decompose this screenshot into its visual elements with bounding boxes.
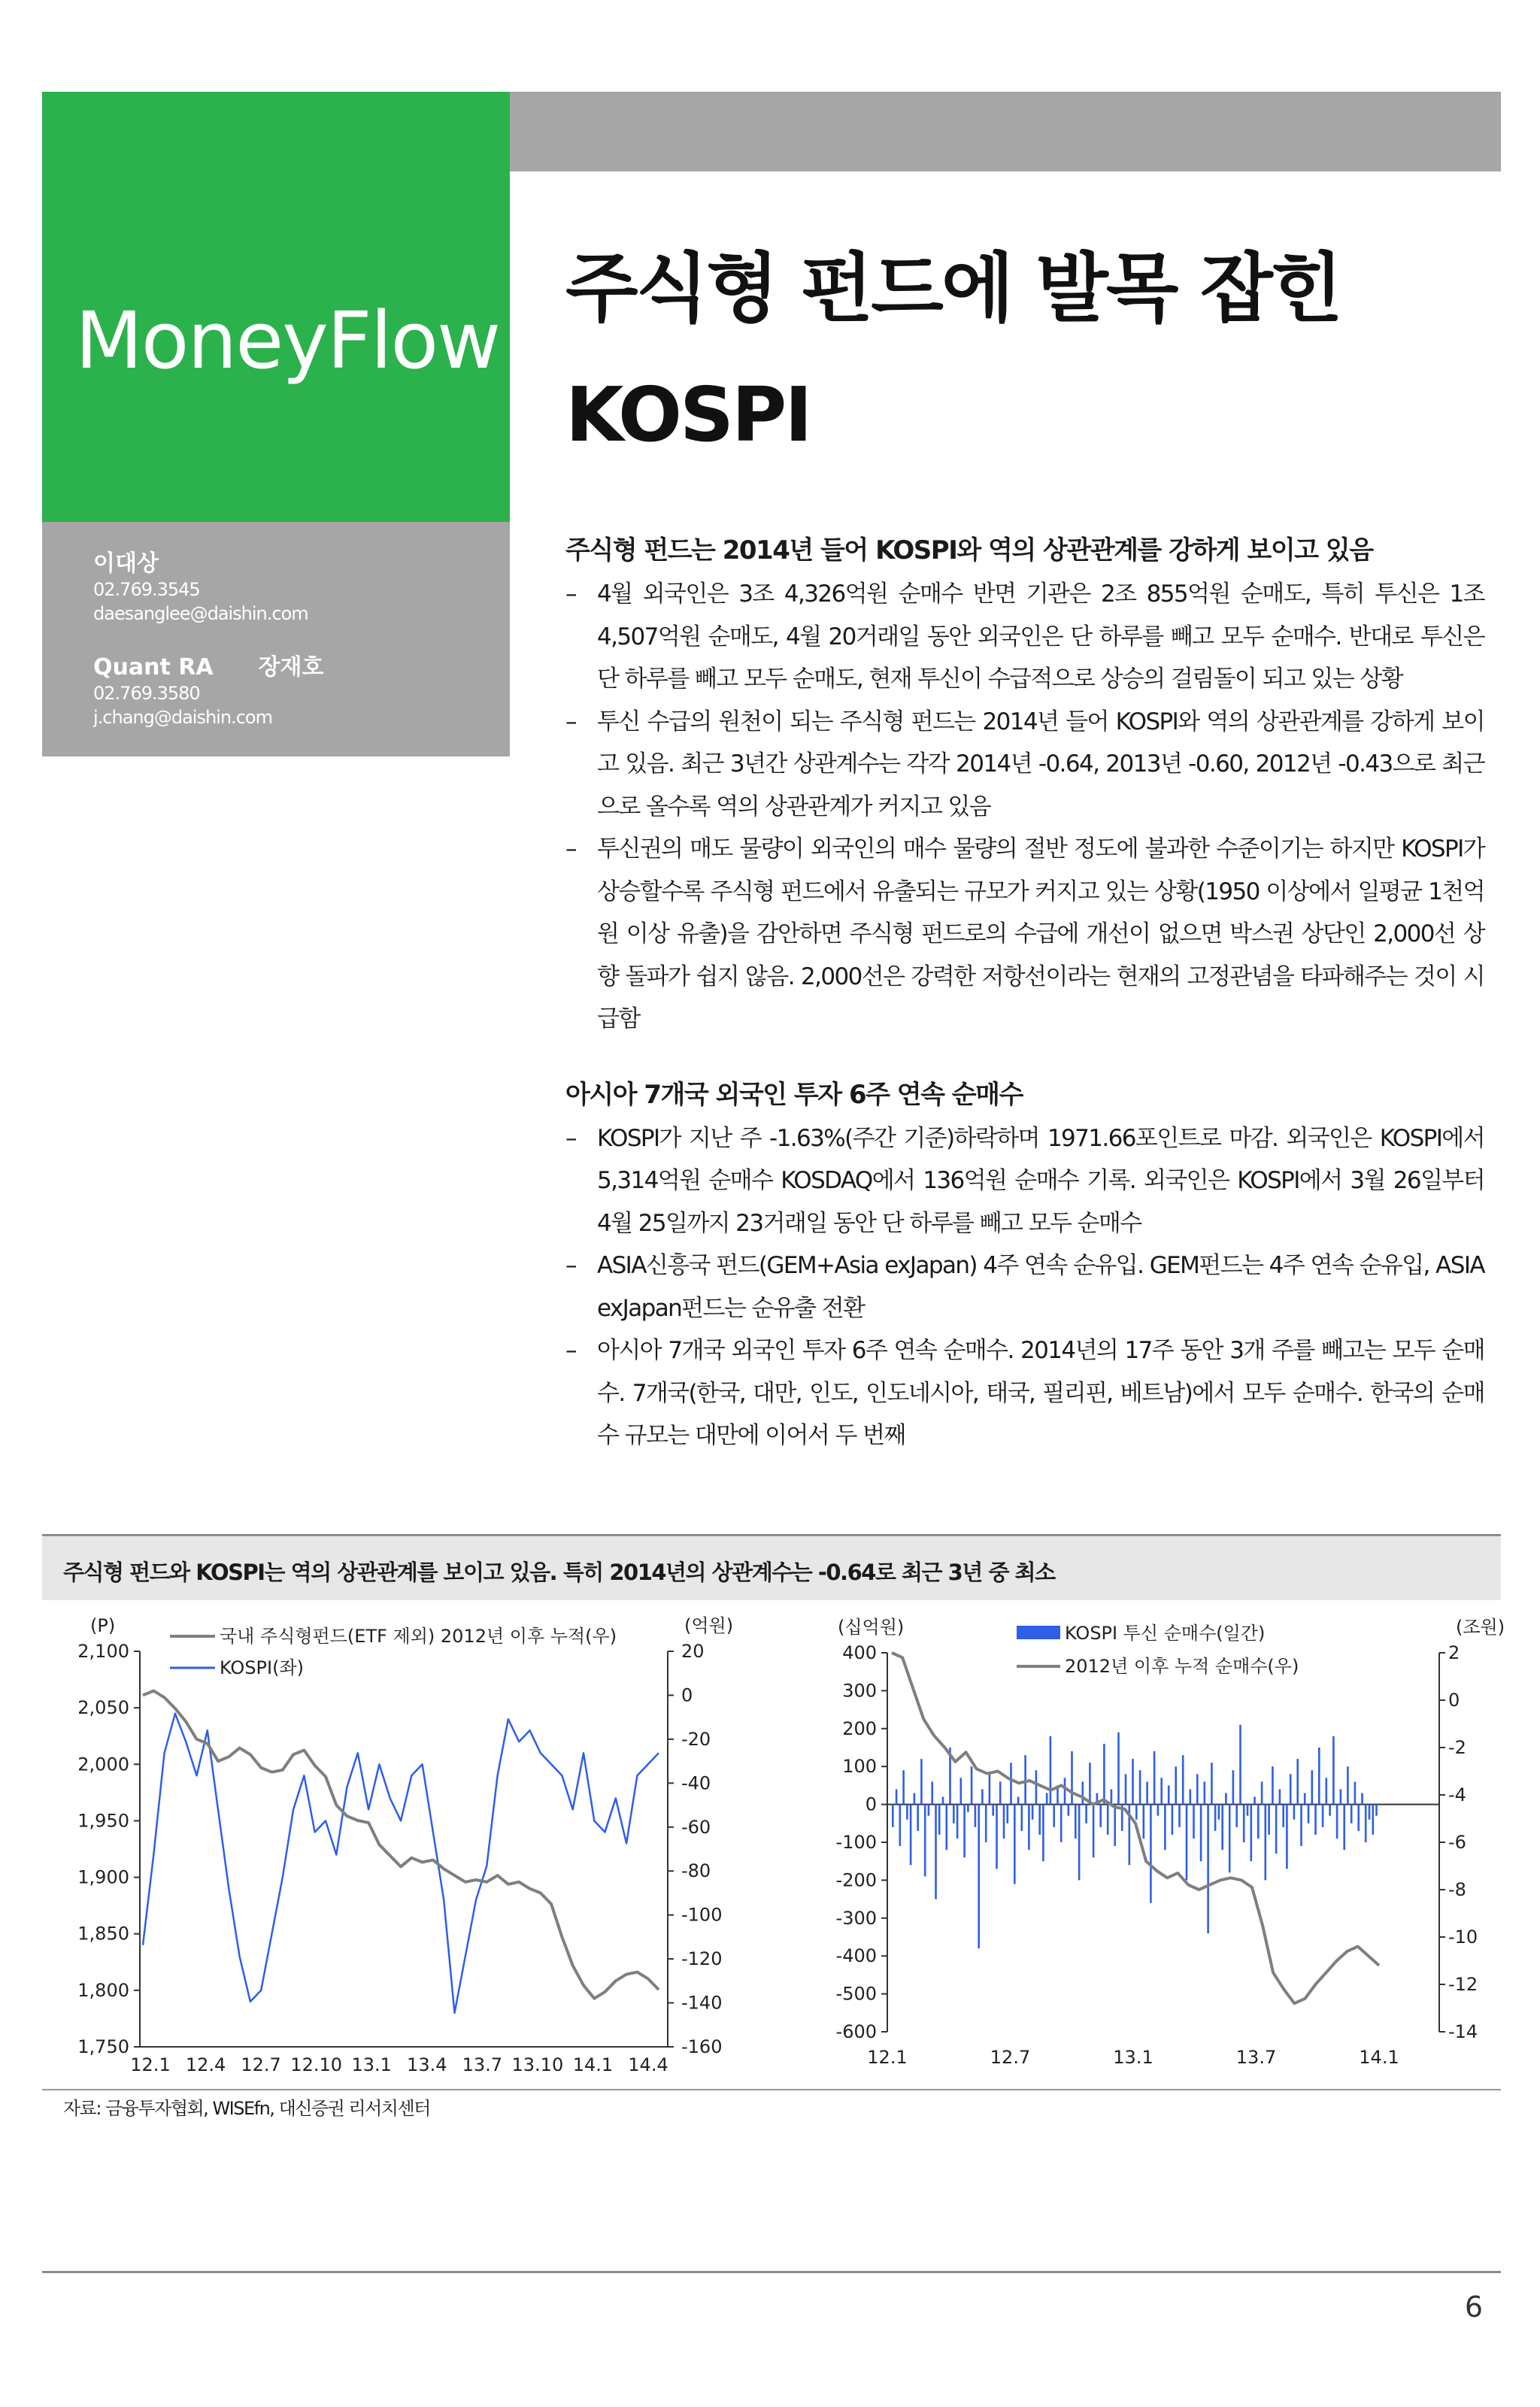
daily-net-buying-bar: [1214, 1805, 1217, 1831]
x-tick-label: 13.1: [1113, 2047, 1153, 2068]
daily-net-buying-bar: [1125, 1774, 1127, 1804]
daily-net-buying-bar: [906, 1805, 908, 1820]
x-tick-label: 12.10: [290, 2054, 343, 2075]
daily-net-buying-bar: [1103, 1744, 1105, 1805]
left-tick-label: -200: [835, 1869, 877, 1891]
bullet-item: [565, 1117, 1484, 1245]
x-tick-label: 12.1: [130, 2054, 171, 2075]
x-tick-label: 13.7: [1235, 2047, 1277, 2068]
daily-net-buying-bar: [1190, 1789, 1192, 1804]
daily-net-buying-bar: [1361, 1793, 1363, 1805]
daily-net-buying-bar: [1111, 1789, 1113, 1804]
daily-net-buying-bar: [1135, 1805, 1138, 1820]
daily-net-buying-bar: [956, 1805, 959, 1839]
right-tick-label: 20: [681, 1641, 705, 1662]
daily-net-buying-bar: [989, 1774, 991, 1804]
bullet-dash: –: [565, 1337, 576, 1364]
left-tick-label: 1,750: [77, 2036, 129, 2057]
right-tick-label: -40: [681, 1772, 711, 1794]
daily-net-buying-bar: [992, 1805, 994, 1816]
daily-net-buying-bar: [1160, 1778, 1163, 1804]
right-tick-label: -12: [1448, 1974, 1478, 1995]
daily-net-buying-bar: [1308, 1805, 1310, 1823]
left-tick-label: 2,050: [77, 1697, 129, 1719]
daily-net-buying-bar: [899, 1805, 902, 1846]
legend-label-fund: 국내 주식형펀드(ETF 제외) 2012년 이후 누적(우): [220, 1626, 617, 1647]
trust-net-buying-chart: [797, 1603, 1504, 2084]
section-2-bullets: [565, 1117, 1484, 1457]
bullet-dash: –: [565, 581, 576, 608]
daily-net-buying-bar: [1114, 1805, 1116, 1846]
left-tick-label: 0: [865, 1793, 877, 1815]
fund-vs-kospi-chart: [42, 1603, 749, 2084]
daily-net-buying-bar: [1343, 1805, 1345, 1851]
daily-net-buying-bar: [1157, 1805, 1160, 1816]
daily-net-buying-bar: [1168, 1785, 1170, 1804]
right-tick-label: -20: [681, 1728, 711, 1750]
daily-net-buying-bar: [1318, 1748, 1320, 1805]
daily-net-buying-bar: [1046, 1793, 1048, 1805]
daily-net-buying-bar: [946, 1805, 948, 1851]
right-tick-label: -140: [681, 1992, 723, 2014]
daily-net-buying-bar: [1182, 1755, 1184, 1805]
daily-net-buying-bar: [1250, 1805, 1253, 1862]
daily-net-buying-bar: [960, 1778, 962, 1804]
daily-net-buying-bar: [1075, 1805, 1077, 1839]
right-axis-unit: (조원): [1456, 1617, 1504, 1638]
daily-net-buying-bar: [1003, 1805, 1005, 1839]
daily-net-buying-bar: [953, 1805, 955, 1823]
bullet-item: [565, 573, 1484, 701]
bullet-text: 4월 외국인은 3조 4,326억원 순매수 반면 기관은 2조 855억원 순매도, 특히 투신은 1조 4,507억원 순매도, 4월 20거래일 동안 외국인은 단 하루를 빼고 모두 순매수. 반대로 투신은 단 하루를 빼고 모두 순매도, 현재 투신이 수급적으로 상승의 걸림돌이 되고 있는 상황: [597, 581, 1484, 693]
chart-caption-bar: [42, 1534, 1501, 1600]
daily-net-buying-bar: [1347, 1766, 1349, 1804]
daily-net-buying-bar: [1279, 1789, 1281, 1804]
daily-net-buying-bar: [942, 1797, 944, 1805]
daily-net-buying-bar: [1336, 1805, 1338, 1839]
bullet-text: ASIA신흥국 펀드(GEM+Asia exJapan) 4주 연속 순유입. GEM펀드는 4주 연속 순유입, ASIA exJapan펀드는 순유출 전환: [597, 1252, 1484, 1322]
bullet-text: 투신권의 매도 물량이 외국인의 매수 물량의 절반 정도에 불과한 수준이기는 하지만 KOSPI가 상승할수록 주식형 펀드에서 유출되는 규모가 커지고 있는 상황(1950 이상에서 일평균 1천억원 이상 유출)을 감안하면 주식형 펀드로의 수급에 개선이 없으면 박스권 상단인 2,000선 상향 돌파가 쉽지 않음. 2,000선은 강력한 저항선이라는 현재의 고정관념을 타파해주는 것이 시급함: [597, 835, 1484, 1032]
legend-label-cumulative: 2012년 이후 누적 순매수(우): [1065, 1656, 1299, 1677]
daily-net-buying-bar: [917, 1805, 919, 1831]
page-number: 6: [1464, 2290, 1483, 2324]
brand-panel: [42, 92, 510, 522]
bullet-item: [565, 1329, 1484, 1457]
daily-net-buying-bar: [1107, 1805, 1109, 1835]
daily-net-buying-bar: [1139, 1770, 1141, 1804]
daily-net-buying-bar: [1078, 1805, 1081, 1881]
x-tick-label: 12.7: [990, 2047, 1031, 2068]
right-tick-label: -60: [681, 1816, 711, 1838]
section-1-bullets: [565, 573, 1484, 1041]
right-tick-label: 2: [1448, 1642, 1460, 1663]
daily-net-buying-bar: [1010, 1763, 1012, 1804]
daily-net-buying-bar: [1193, 1805, 1195, 1839]
report-body: [565, 528, 1484, 1457]
daily-net-buying-bar: [1204, 1781, 1206, 1804]
right-tick-label: -6: [1448, 1832, 1466, 1853]
source-note: 자료: 금융투자협회, WISEfn, 대신증권 리서치센터: [63, 2098, 430, 2119]
daily-net-buying-bar: [1239, 1725, 1241, 1805]
daily-net-buying-bar: [978, 1805, 980, 1949]
daily-net-buying-bar: [910, 1805, 912, 1866]
left-tick-label: 1,900: [77, 1866, 129, 1888]
daily-net-buying-bar: [1232, 1770, 1235, 1804]
daily-net-buying-bar: [902, 1770, 905, 1804]
trust-net-buying-chart-svg: [797, 1603, 1504, 2084]
left-axis-unit: (십억원): [838, 1617, 905, 1638]
daily-net-buying-bar: [985, 1805, 987, 1842]
fund-vs-kospi-chart-svg: [42, 1603, 749, 2084]
left-tick-label: 400: [842, 1642, 877, 1663]
x-tick-label: 12.7: [241, 2054, 281, 2075]
right-tick-label: -100: [681, 1904, 723, 1926]
daily-net-buying-bar: [1024, 1755, 1026, 1805]
daily-net-buying-bar: [1117, 1732, 1120, 1805]
daily-net-buying-bar: [1351, 1805, 1353, 1823]
fund-cumulative-line: [143, 1691, 659, 1999]
left-tick-label: 100: [842, 1756, 877, 1778]
daily-net-buying-bar: [1372, 1805, 1375, 1835]
lead-author-name: 이대상: [93, 550, 159, 577]
daily-net-buying-bar: [1042, 1805, 1044, 1862]
daily-net-buying-bar: [1296, 1759, 1299, 1805]
brand-logo-text: MoneyFlow: [75, 295, 500, 387]
daily-net-buying-bar: [1132, 1759, 1134, 1805]
daily-net-buying-bar: [1146, 1781, 1148, 1804]
right-tick-label: 0: [681, 1684, 693, 1706]
daily-net-buying-bar: [1375, 1805, 1378, 1816]
daily-net-buying-bar: [892, 1805, 894, 1827]
left-axis-unit: (P): [90, 1615, 116, 1636]
daily-net-buying-bar: [1329, 1805, 1331, 1816]
bullet-dash: –: [565, 835, 576, 862]
daily-net-buying-bar: [1099, 1805, 1102, 1827]
daily-net-buying-bar: [1211, 1763, 1213, 1804]
daily-net-buying-bar: [1068, 1805, 1070, 1816]
author-panel: [42, 522, 510, 756]
daily-net-buying-bar: [924, 1805, 926, 1877]
right-tick-label: -14: [1448, 2021, 1478, 2042]
title-line-2: KOSPI: [565, 371, 811, 459]
daily-net-buying-bar: [971, 1766, 973, 1804]
right-tick-label: -160: [681, 2036, 723, 2057]
x-tick-label: 13.1: [351, 2054, 392, 2075]
daily-net-buying-bar: [920, 1759, 923, 1805]
daily-net-buying-bar: [1153, 1751, 1156, 1805]
daily-net-buying-bar: [1035, 1770, 1038, 1804]
chart-bottom-rule: [42, 2089, 1501, 2090]
second-author-name: 장재호: [258, 654, 324, 681]
daily-net-buying-bar: [1164, 1805, 1166, 1851]
daily-net-buying-bar: [1357, 1805, 1360, 1831]
chart-caption: 주식형 펀드와 KOSPI는 역의 상관관계를 보이고 있음. 특히 2014년의 상관계수는 -0.64로 최근 3년 중 최소: [63, 1560, 1055, 1585]
daily-net-buying-bar: [1247, 1805, 1249, 1816]
left-tick-label: 2,000: [77, 1754, 129, 1775]
daily-net-buying-bar: [1200, 1805, 1202, 1862]
daily-net-buying-bar: [1340, 1789, 1342, 1804]
daily-net-buying-bar: [1007, 1805, 1009, 1823]
daily-net-buying-bar: [1290, 1774, 1292, 1804]
bullet-text: 투신 수급의 원천이 되는 주식형 펀드는 2014년 들어 KOSPI와 역의 상관관계를 강하게 보이고 있음. 최근 3년간 상관계수는 각각 2014년 -0.64, 2013년 -0.60, 2012년 -0.43으로 최근으로 올수록 역의 상관관계가 커지고 있음: [597, 708, 1484, 820]
daily-net-buying-bar: [999, 1781, 1002, 1804]
daily-net-buying-bar: [1172, 1805, 1174, 1835]
bullet-item: [565, 701, 1484, 829]
lead-author-email: daesanglee@daishin.com: [93, 603, 308, 624]
daily-net-buying-bar: [1286, 1805, 1288, 1869]
right-tick-label: -4: [1448, 1784, 1466, 1805]
bullet-dash: –: [565, 1124, 576, 1152]
daily-net-buying-bar: [931, 1781, 933, 1804]
daily-net-buying-bar: [1243, 1805, 1245, 1842]
right-tick-label: -8: [1448, 1879, 1466, 1900]
right-tick-label: -2: [1448, 1737, 1466, 1758]
daily-net-buying-bar: [928, 1805, 930, 1816]
second-author-email: j.chang@daishin.com: [93, 707, 272, 728]
daily-net-buying-bar: [1196, 1774, 1199, 1804]
legend-swatch-daily: [1017, 1626, 1060, 1639]
daily-net-buying-bar: [1175, 1766, 1177, 1804]
x-tick-label: 13.7: [462, 2054, 503, 2075]
bullet-text: KOSPI가 지난 주 -1.63%(주간 기준)하락하며 1971.66포인트로 마감. 외국인은 KOSPI에서 5,314억원 순매수 KOSDAQ에서 136억원 순매수 기록. 외국인은 KOSPI에서 3월 26일부터 4월 25일까지 23거래일 동안 단 하루를 빼고 모두 순매수: [597, 1124, 1484, 1237]
left-tick-label: 2,100: [77, 1641, 129, 1662]
daily-net-buying-bar: [1207, 1805, 1209, 1933]
daily-net-buying-bar: [1014, 1805, 1016, 1884]
legend-label-daily: KOSPI 투신 순매수(일간): [1065, 1623, 1266, 1644]
daily-net-buying-bar: [1021, 1805, 1023, 1831]
left-tick-label: -500: [835, 1983, 877, 2005]
daily-net-buying-bar: [1354, 1781, 1357, 1804]
daily-net-buying-bar: [1150, 1805, 1152, 1903]
section-2-heading: 아시아 7개국 외국인 투자 6주 연속 순매수: [565, 1079, 1023, 1110]
daily-net-buying-bar: [1229, 1805, 1231, 1873]
daily-net-buying-bar: [1186, 1805, 1188, 1881]
left-tick-label: 1,800: [77, 1979, 129, 2001]
bullet-dash: –: [565, 1252, 576, 1279]
left-tick-label: 1,850: [77, 1923, 129, 1945]
left-tick-label: 1,950: [77, 1810, 129, 1832]
daily-net-buying-bar: [967, 1805, 969, 1812]
daily-net-buying-bar: [1178, 1805, 1181, 1827]
daily-net-buying-bar: [1304, 1793, 1306, 1805]
left-tick-label: -300: [835, 1907, 877, 1929]
daily-net-buying-bar: [1064, 1778, 1066, 1804]
daily-net-buying-bar: [1028, 1805, 1030, 1851]
left-tick-label: -600: [835, 2021, 877, 2042]
daily-net-buying-bar: [1261, 1781, 1263, 1804]
title-line-1: 주식형 펀드에 발목 잡힌: [565, 244, 1341, 332]
daily-net-buying-bar: [1293, 1805, 1296, 1820]
daily-net-buying-bar: [1071, 1751, 1073, 1805]
second-author-phone: 02.769.3580: [93, 683, 200, 704]
daily-net-buying-bar: [1093, 1805, 1095, 1858]
daily-net-buying-bar: [1221, 1805, 1223, 1851]
daily-net-buying-bar: [1322, 1805, 1324, 1827]
daily-net-buying-bar: [1050, 1736, 1052, 1805]
left-tick-label: -400: [835, 1945, 877, 1967]
daily-net-buying-bar: [1085, 1805, 1087, 1823]
x-tick-label: 14.4: [628, 2054, 668, 2075]
daily-net-buying-bar: [1272, 1766, 1274, 1804]
daily-net-buying-bar: [1032, 1805, 1034, 1820]
daily-net-buying-bar: [1369, 1805, 1371, 1820]
daily-net-buying-bar: [1257, 1805, 1260, 1839]
report-title: [565, 226, 1498, 478]
daily-net-buying-bar: [996, 1805, 998, 1869]
x-tick-label: 13.4: [407, 2054, 447, 2075]
daily-net-buying-bar: [1300, 1805, 1302, 1846]
right-tick-label: -80: [681, 1860, 711, 1882]
bullet-dash: –: [565, 708, 576, 735]
legend-label-kospi: KOSPI(좌): [220, 1657, 305, 1678]
bullet-item: [565, 1244, 1484, 1329]
left-tick-label: -100: [835, 1832, 877, 1853]
daily-net-buying-bar: [1089, 1763, 1091, 1804]
left-tick-label: 200: [842, 1717, 877, 1739]
x-tick-label: 12.4: [185, 2054, 226, 2075]
daily-net-buying-bar: [1275, 1805, 1278, 1854]
lead-author-phone: 02.769.3545: [93, 579, 200, 600]
daily-net-buying-bar: [1365, 1805, 1367, 1842]
right-tick-label: 0: [1448, 1690, 1460, 1711]
daily-net-buying-bar: [1268, 1805, 1270, 1835]
right-tick-label: -10: [1448, 1927, 1478, 1948]
footer-rule: [42, 2271, 1501, 2273]
daily-net-buying-bar: [1038, 1805, 1041, 1835]
x-tick-label: 14.1: [1359, 2047, 1399, 2068]
bullet-text: 아시아 7개국 외국인 투자 6주 연속 순매수. 2014년의 17주 동안 3개 주를 빼고는 모두 순매수. 7개국(한국, 대만, 인도, 인도네시아, 태국, 필리핀, 베트남)에서 모두 순매수. 한국의 순매수 규모는 대만에 이어서 두 번째: [597, 1337, 1484, 1449]
bullet-item: [565, 828, 1484, 1041]
daily-net-buying-bar: [975, 1805, 977, 1827]
daily-net-buying-bar: [1314, 1805, 1317, 1835]
section-1-heading: 주식형 펀드는 2014년 들어 KOSPI와 역의 상관관계를 강하게 보이고 있음: [565, 535, 1373, 565]
top-header-bar: [510, 92, 1501, 171]
daily-net-buying-bar: [938, 1805, 941, 1835]
daily-net-buying-bar: [1060, 1805, 1063, 1842]
x-tick-label: 13.10: [511, 2054, 564, 2075]
second-author-role: Quant RA: [93, 654, 214, 681]
daily-net-buying-bar: [1225, 1793, 1227, 1805]
x-tick-label: 12.1: [867, 2047, 908, 2068]
kospi-line: [143, 1714, 659, 2013]
daily-net-buying-bar: [1282, 1805, 1284, 1827]
daily-net-buying-bar: [1332, 1736, 1335, 1805]
daily-net-buying-bar: [1143, 1805, 1145, 1839]
daily-net-buying-bar: [1082, 1781, 1084, 1804]
daily-net-buying-bar: [935, 1805, 937, 1899]
daily-net-buying-bar: [981, 1789, 984, 1804]
daily-net-buying-bar: [1218, 1805, 1220, 1820]
daily-net-buying-bar: [1235, 1805, 1238, 1827]
daily-net-buying-bar: [896, 1789, 898, 1804]
daily-net-buying-bar: [1311, 1770, 1314, 1804]
right-tick-label: -120: [681, 1948, 723, 1970]
x-tick-label: 14.1: [572, 2054, 614, 2075]
daily-net-buying-bar: [963, 1805, 966, 1858]
left-tick-label: 300: [842, 1680, 877, 1702]
daily-net-buying-bar: [914, 1793, 916, 1805]
daily-net-buying-bar: [1254, 1797, 1256, 1805]
daily-net-buying-bar: [1053, 1805, 1055, 1827]
right-axis-unit: (억원): [684, 1615, 734, 1636]
daily-net-buying-bar: [1326, 1778, 1328, 1804]
daily-net-buying-bar: [1265, 1805, 1267, 1881]
daily-net-buying-bar: [1017, 1797, 1020, 1805]
